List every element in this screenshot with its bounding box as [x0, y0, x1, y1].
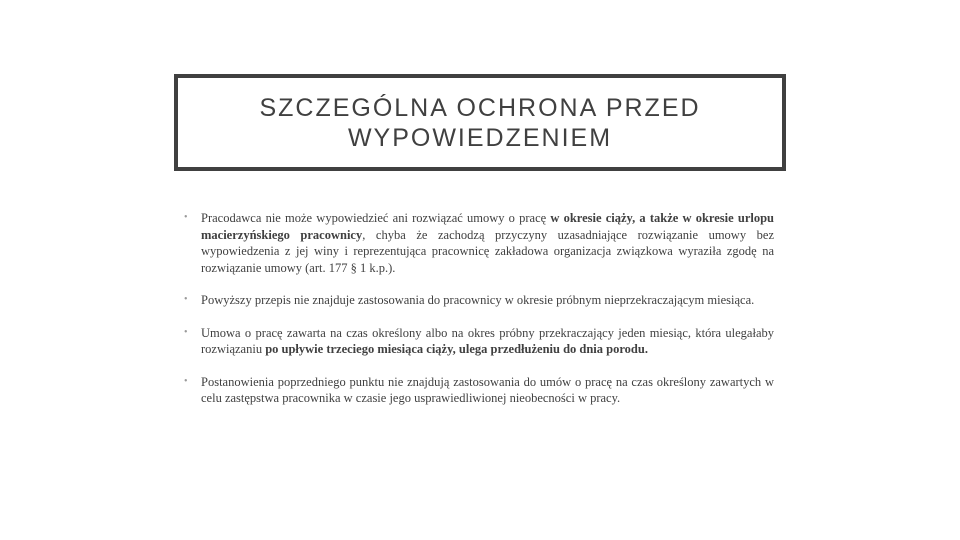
title-box [174, 74, 786, 171]
item-bold-text: w okresie ciąży, a także w okresie urlopu macierzyńskiego pracownicy [201, 211, 774, 242]
bullet-icon: • [184, 294, 188, 305]
list-item [184, 325, 774, 358]
list-item [184, 292, 774, 309]
list-item [184, 210, 774, 276]
list-item [184, 374, 774, 407]
slide-title-line-2: WYPOWIEDZENIEM [347, 123, 613, 152]
bullet-icon: • [184, 326, 188, 338]
slide-title [259, 93, 700, 153]
item-text: Powyższy przepis nie znajduje zastosowania do pracownicy w okresie próbnym nieprzekraczającym miesiąca. [201, 293, 755, 307]
item-text: Pracodawca nie może wypowiedzieć ani rozwiązać umowy o pracę [201, 211, 551, 225]
item-text: Umowa o pracę zawarta na czas określony albo na okres próbny przekraczający jeden miesiąc, która ulegałaby rozwiązaniu [201, 325, 774, 356]
item-text: Postanowienia poprzedniego punktu nie znajdują zastosowania do umów o pracę na czas określony zawartych w celu zastępstwa pracownika w czasie jego usprawiedliwionej nieobecności w pracy. [201, 374, 774, 405]
bullet-list [184, 210, 774, 423]
slide-title-line-1: SZCZEGÓLNA OCHRONA PRZED [259, 93, 701, 122]
bullet-icon: • [184, 212, 188, 223]
item-bold-text: po upływie trzeciego miesiąca ciąży, ulega przedłużeniu do dnia porodu. [265, 342, 648, 356]
bullet-icon: • [184, 375, 188, 387]
item-text: , chyba że zachodzą przyczyny uzasadniające rozwiązanie umowy bez wypowiedzenia z jej winy i reprezentująca pracownicę zakładowa organizacja związkowa wyraziła zgodę na rozwiązanie umowy (art. 177 § 1 k.p.). [201, 227, 774, 275]
